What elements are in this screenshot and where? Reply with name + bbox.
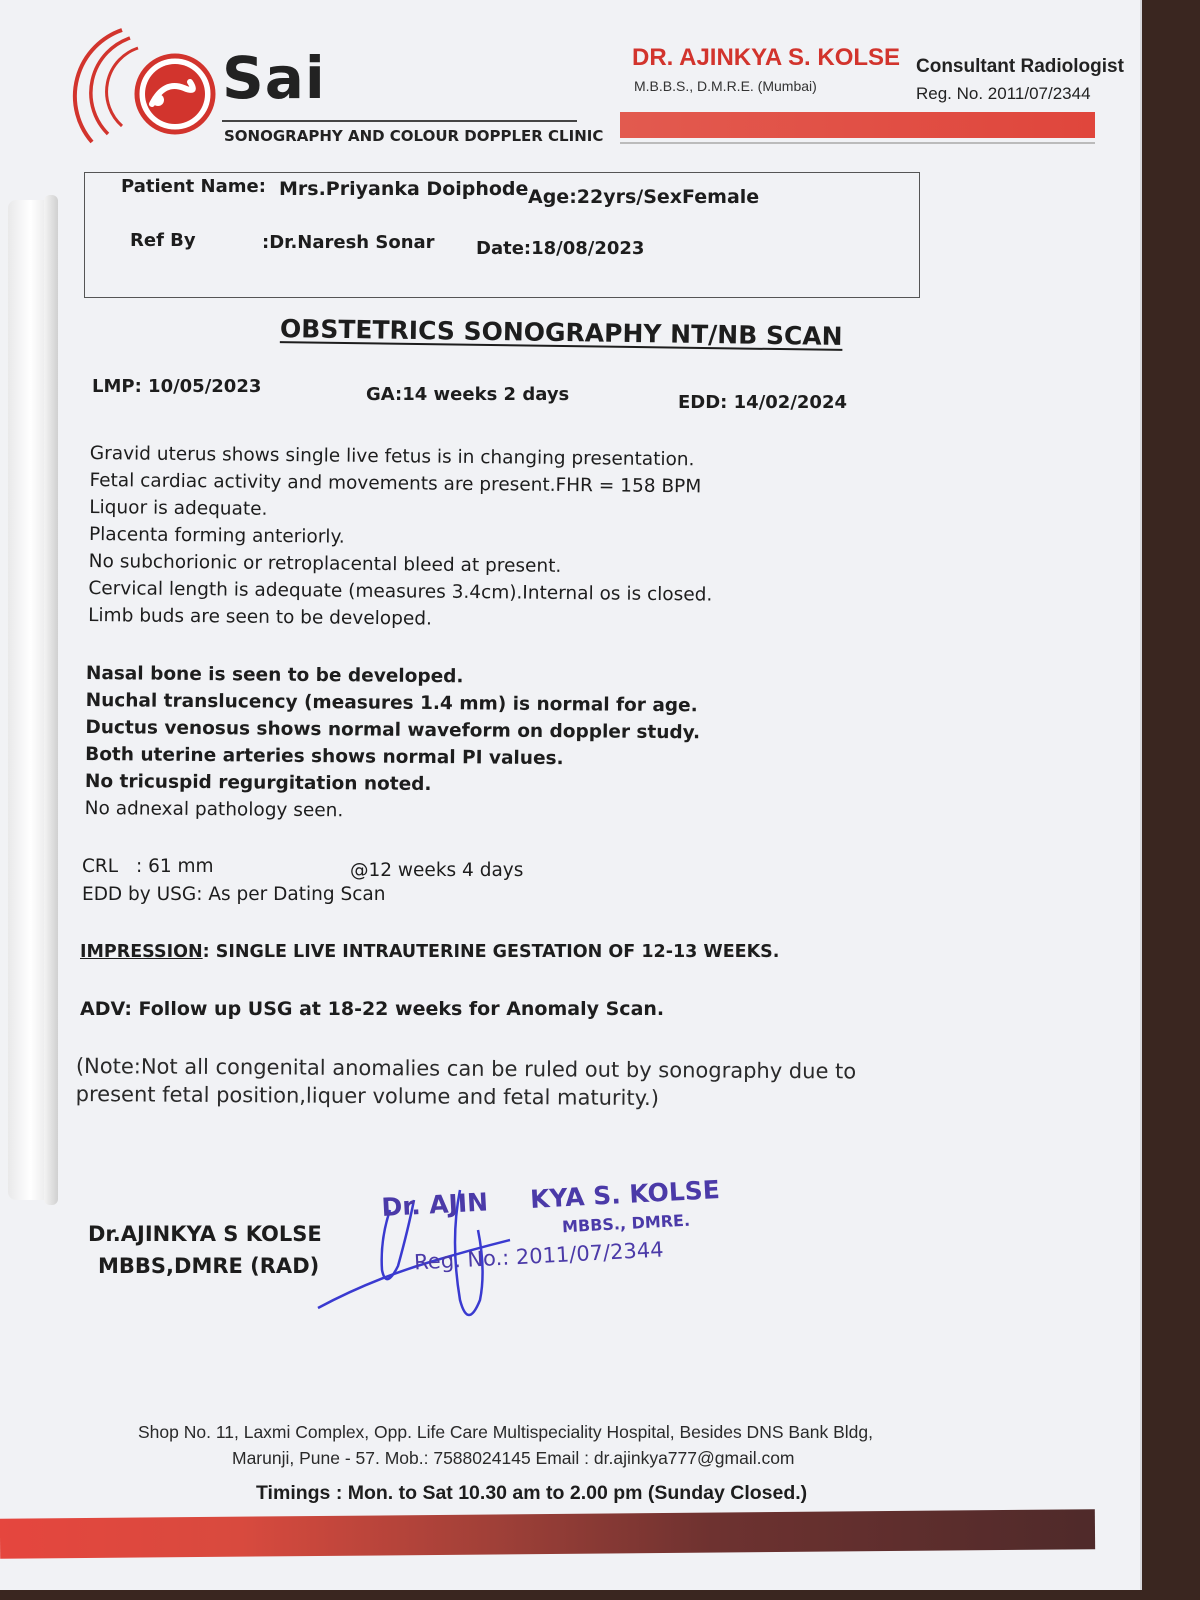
gestational-age: GA:14 weeks 2 days — [366, 384, 570, 405]
nt-finding-line: Ductus venosus shows normal waveform on doppler study. — [85, 716, 701, 744]
patient-name-label: Patient Name: — [121, 176, 266, 197]
stamp-qualification: MBBS., DMRE. — [561, 1210, 691, 1237]
header-color-bar — [620, 112, 1095, 138]
binder-rod — [44, 195, 58, 1205]
report-date: Date:18/08/2023 — [476, 238, 645, 259]
report-title: OBSTETRICS SONOGRAPHY NT/NB SCAN — [279, 314, 843, 351]
logo-text: Sai — [222, 44, 326, 112]
crl-value: : 61 mm — [136, 856, 214, 877]
footer-color-bar — [0, 1509, 1095, 1559]
clinic-address-line2: Marunji, Pune - 57. Mob.: 7588024145 Email : dr.ajinkya777@gmail.com — [232, 1448, 795, 1468]
finding-line: Limb buds are seen to be developed. — [88, 604, 433, 630]
nt-finding-line: Both uterine arteries shows normal PI values. — [85, 743, 564, 770]
clinic-address-line1: Shop No. 11, Laxmi Complex, Opp. Life Care Multispeciality Hospital, Besides DNS Bank Bldg, — [138, 1422, 874, 1442]
patient-age-sex: Age:22yrs/SexFemale — [528, 186, 760, 208]
edd-by-usg: EDD by USG: As per Dating Scan — [82, 884, 386, 905]
logo-underline — [222, 120, 577, 122]
nt-findings-list — [85, 660, 846, 829]
doctor-title: Consultant Radiologist — [916, 56, 1124, 77]
doctor-qualification: M.B.B.S., D.M.R.E. (Mumbai) — [634, 78, 817, 94]
finding-line: Placenta forming anteriorly. — [88, 523, 345, 548]
impression-text: : SINGLE LIVE INTRAUTERINE GESTATION OF 12-13 WEEKS. — [202, 942, 780, 962]
finding-line: Fetal cardiac activity and movements are present.FHR = 158 BPM — [89, 469, 702, 498]
nt-finding-line: Nasal bone is seen to be developed. — [85, 662, 464, 688]
impression — [80, 942, 779, 962]
ref-by-label: Ref By — [130, 230, 196, 251]
finding-line: Gravid uterus shows single live fetus is in changing presentation. — [89, 442, 695, 471]
crl-gestation: @12 weeks 4 days — [350, 860, 524, 881]
crl-label: CRL — [82, 856, 119, 877]
header-divider — [620, 142, 1095, 144]
clinic-logo-icon — [52, 22, 222, 152]
signatory-qualification: MBBS,DMRE (RAD) — [98, 1254, 320, 1278]
patient-name-value: Mrs.Priyanka Doiphode — [279, 178, 529, 200]
nt-finding-line: Nuchal translucency (measures 1.4 mm) is normal for age. — [85, 689, 698, 717]
note-line: present fetal position,liquer volume and fetal maturity.) — [75, 1081, 660, 1111]
finding-line: No subchorionic or retroplacental bleed at present. — [88, 550, 562, 577]
finding-line: Liquor is adequate. — [89, 496, 268, 520]
note-line: (Note:Not all congenital anomalies can be ruled out by sonography due to — [75, 1054, 857, 1084]
note — [76, 1052, 856, 1113]
nt-finding-line: No tricuspid regurgitation noted. — [84, 770, 432, 796]
svg-text:Dr. AJIN: Dr. AJIN — [380, 1187, 489, 1222]
finding-line: Cervical length is adequate (measures 3.4cm).Internal os is closed. — [88, 577, 713, 606]
lmp: LMP: 10/05/2023 — [92, 376, 262, 397]
nt-finding-line: No adnexal pathology seen. — [84, 797, 344, 822]
doctor-name: DR. AJINKYA S. KOLSE — [632, 44, 901, 71]
edd: EDD: 14/02/2024 — [678, 392, 847, 413]
ref-by-value: :Dr.Naresh Sonar — [262, 232, 435, 253]
clinic-name: SONOGRAPHY AND COLOUR DOPPLER CLINIC — [224, 127, 604, 145]
doctor-registration: Reg. No. 2011/07/2344 — [916, 84, 1091, 103]
stamp-name: KYA S. KOLSE — [529, 1175, 721, 1214]
impression-label: IMPRESSION — [80, 942, 203, 962]
signatory-name: Dr.AJINKYA S KOLSE — [88, 1222, 322, 1246]
findings-list — [88, 440, 850, 637]
stamp-registration: Reg. No.: 2011/07/2344 — [413, 1237, 665, 1275]
advice: ADV: Follow up USG at 18-22 weeks for Anomaly Scan. — [80, 998, 665, 1020]
clinic-timings: Timings : Mon. to Sat 10.30 am to 2.00 pm (Sunday Closed.) — [256, 1482, 808, 1504]
